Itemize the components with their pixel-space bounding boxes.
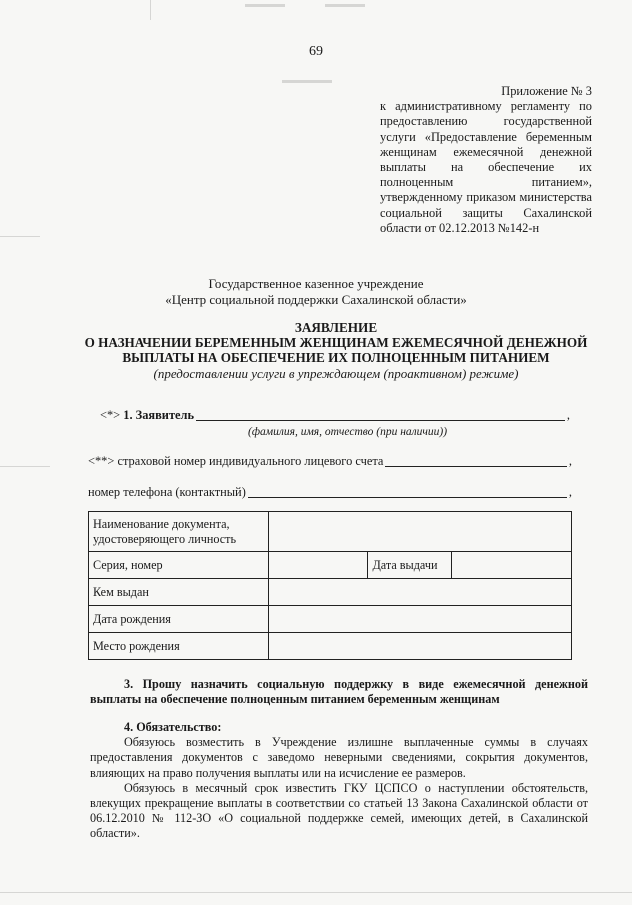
table-row <box>89 512 572 552</box>
scan-artifact <box>325 4 365 7</box>
trailing-comma: , <box>568 485 572 499</box>
title-subtitle: (предоставлении услуги в упреждающем (проактивном) режиме) <box>153 365 519 381</box>
issue-date-label: Дата выдачи <box>368 552 452 579</box>
table-row <box>89 552 572 579</box>
phone-input-line[interactable] <box>248 485 567 498</box>
scan-artifact <box>0 466 50 467</box>
phone-field <box>88 485 572 500</box>
scan-artifact <box>0 892 632 893</box>
trailing-comma: , <box>568 454 572 468</box>
scan-artifact <box>0 236 40 237</box>
phone-label: номер телефона (контактный) <box>88 485 246 499</box>
trailing-comma: , <box>566 408 570 422</box>
organization-line2: «Центр социальной поддержки Сахалинской области» <box>165 291 467 307</box>
section-3-request: 3. Прошу назначить социальную поддержку в виде ежемесячной денежной выплаты на обеспечение полноценным питанием беременным женщинам <box>90 677 588 707</box>
birth-place-label: Место рождения <box>89 633 269 660</box>
scan-artifact <box>245 4 285 7</box>
title-line1: ЗАЯВЛЕНИЕ <box>294 320 378 335</box>
issued-by-value[interactable] <box>268 579 571 606</box>
scan-artifact <box>282 80 332 83</box>
title-line3: ВЫПЛАТЫ НА ОБЕСПЕЧЕНИЕ ИХ ПОЛНОЦЕННЫМ ПИТАНИЕМ <box>122 350 550 366</box>
table-row <box>89 633 572 660</box>
section-4-para1: Обязуюсь возместить в Учреждение излишне выплаченные суммы в случаях предоставления документов с заведомо неверными сведениями, сокрытия документов, влияющих на право получения выплаты или на исчисление ее размеров. <box>90 735 588 780</box>
document-title <box>78 320 594 381</box>
appendix-heading: Приложение № 3 <box>501 84 592 98</box>
series-value[interactable] <box>268 552 368 579</box>
scan-artifact <box>150 0 151 20</box>
table-row <box>89 606 572 633</box>
doc-name-label: Наименование документа, удостоверяющего личность <box>89 512 269 552</box>
birth-date-label: Дата рождения <box>89 606 269 633</box>
birth-place-value[interactable] <box>268 633 571 660</box>
appendix-reference <box>380 84 592 236</box>
snils-input-line[interactable] <box>385 454 566 467</box>
organization-block <box>0 276 632 307</box>
doc-name-value[interactable] <box>268 512 571 552</box>
table-row <box>89 579 572 606</box>
issue-date-value[interactable] <box>452 552 572 579</box>
title-line2: О НАЗНАЧЕНИИ БЕРЕМЕННЫМ ЖЕНЩИНАМ ЕЖЕМЕСЯЧНОЙ ДЕНЕЖНОЙ <box>84 335 588 351</box>
section-4-heading: 4. Обязательство: <box>124 720 222 734</box>
page-number: 69 <box>309 44 323 59</box>
applicant-input-line[interactable] <box>196 408 565 421</box>
snils-label: <**> страховой номер индивидуального лицевого счета <box>88 454 384 468</box>
series-label: Серия, номер <box>89 552 269 579</box>
birth-date-value[interactable] <box>268 606 571 633</box>
applicant-prefix: <*> <box>100 408 121 422</box>
applicant-label: 1. Заявитель <box>123 408 195 422</box>
issued-by-label: Кем выдан <box>89 579 269 606</box>
snils-field <box>88 454 572 469</box>
appendix-text: к административному регламенту по предоставлению государственной услуги «Предоставление беременным женщинам ежемесячной денежной выплаты на обеспечение их полноценным питанием», утвержденному приказом министерства социальной защиты Сахалинской области от 02.12.2013 №142-н <box>380 99 592 235</box>
applicant-field <box>100 408 570 423</box>
organization-line1: Государственное казенное учреждение <box>208 276 424 291</box>
identity-document-table <box>88 511 572 660</box>
section-4 <box>90 720 588 842</box>
applicant-caption: (фамилия, имя, отчество (при наличии)) <box>248 426 448 438</box>
section-4-para2: Обязуюсь в месячный срок известить ГКУ ЦСПСО о наступлении обстоятельств, влекущих прекращение выплаты в соответствии со статьей 13 Закона Сахалинской области от 06.12.2010 № 112-ЗО «О социальной поддержке семей, имеющих детей, в Сахалинской области». <box>90 780 588 841</box>
